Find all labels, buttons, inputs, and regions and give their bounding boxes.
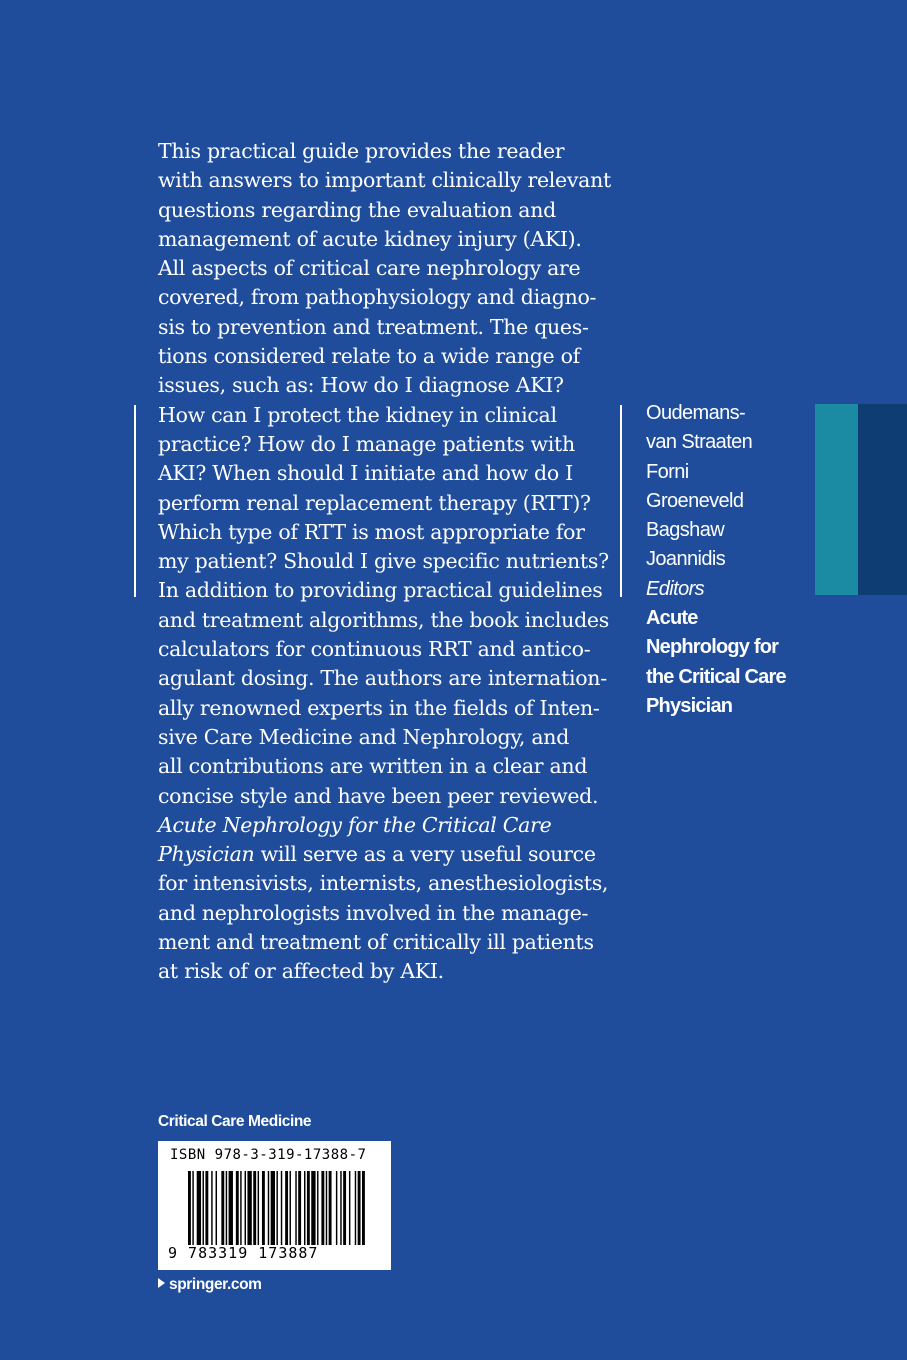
description-line: All aspects of critical care nephrology are <box>158 256 581 281</box>
description-line: with answers to important clinically relevant <box>158 168 611 193</box>
description-line: and treatment algorithms, the book includes <box>158 607 609 632</box>
barcode-bar <box>205 1171 208 1245</box>
barcode-bar <box>340 1171 341 1245</box>
description-line: my patient? Should I give specific nutrients? <box>158 549 609 574</box>
editor-name: Joannidis <box>646 548 726 571</box>
left-vertical-rule <box>134 405 136 597</box>
description-line: In addition to providing practical guidelines <box>158 578 603 603</box>
book-title-line: the Critical Care <box>646 665 786 688</box>
book-title-italic: Acute Nephrology for the Critical Care <box>158 812 552 837</box>
barcode-bar <box>321 1171 324 1245</box>
isbn-barcode <box>158 1141 391 1270</box>
barcode-bar <box>276 1171 277 1245</box>
book-title-line: Physician <box>646 694 733 717</box>
description-line: management of acute kidney injury (AKI). <box>158 226 582 251</box>
barcode-bar <box>317 1171 318 1245</box>
isbn-label: ISBN 978-3-319-17388-7 <box>170 1147 367 1163</box>
editor-name: van Straaten <box>646 431 753 454</box>
description-line: perform renal replacement therapy (RTT)? <box>158 490 591 515</box>
description-line: practice? How do I manage patients with <box>158 431 575 456</box>
barcode-bar <box>326 1171 327 1245</box>
barcode-bar <box>295 1171 296 1245</box>
barcode-bar <box>298 1171 301 1245</box>
barcode-bar <box>362 1171 365 1245</box>
barcode-bar <box>343 1171 346 1245</box>
back-cover-description <box>158 137 611 987</box>
barcode-bar <box>290 1171 291 1245</box>
description-line: sis to prevention and treatment. The ques- <box>158 314 589 339</box>
description-line: and nephrologists involved in the manage- <box>158 900 589 925</box>
barcode-bar <box>262 1171 265 1245</box>
website-url: springer.com <box>169 1276 262 1293</box>
barcode-bar <box>358 1171 361 1245</box>
barcode-bar <box>307 1171 310 1245</box>
barcode-bar <box>281 1171 282 1245</box>
barcode-bar <box>221 1171 224 1245</box>
description-line: calculators for continuous RRT and antico- <box>158 637 591 662</box>
barcode-bar <box>245 1171 246 1245</box>
description-fragment: will serve as a very useful source <box>254 842 596 867</box>
editor-name: Bagshaw <box>646 519 725 542</box>
barcode-bar <box>329 1171 332 1245</box>
description-line: for intensivists, internists, anesthesiologists, <box>158 871 609 896</box>
editor-name: Groeneveld <box>646 489 744 512</box>
editor-name: Forni <box>646 460 689 483</box>
barcode-bar <box>216 1171 217 1245</box>
barcode-bar <box>188 1171 191 1245</box>
description-line: AKI? When should I initiate and how do I <box>158 461 573 486</box>
barcode-bar <box>355 1171 356 1245</box>
description-line: Which type of RTT is most appropriate for <box>158 519 585 544</box>
barcode-bar <box>253 1171 256 1245</box>
right-vertical-rule <box>620 405 622 597</box>
barcode-bar <box>349 1171 350 1245</box>
book-title-line: Acute <box>646 607 698 630</box>
description-line: issues, such as: How do I diagnose AKI? <box>158 373 564 398</box>
description-line: covered, from pathophysiology and diagno- <box>158 285 597 310</box>
editors-block <box>646 399 816 721</box>
book-title-italic-end: Physician <box>158 842 255 867</box>
barcode-bar <box>203 1171 204 1245</box>
description-line: sive Care Medicine and Nephrology, and <box>158 724 570 749</box>
series-name: Critical Care Medicine <box>158 1113 312 1130</box>
barcode-digits: 9 783319 173887 <box>168 1244 319 1262</box>
barcode-bar <box>304 1171 305 1245</box>
barcode-bar <box>197 1171 201 1245</box>
description-line: concise style and have been peer reviewed. <box>158 783 599 808</box>
barcode-bar <box>192 1171 193 1245</box>
barcode-bar <box>229 1171 233 1245</box>
arrow-right-icon <box>158 1278 165 1288</box>
barcode-bar <box>271 1171 275 1245</box>
description-line: ment and treatment of critically ill patients <box>158 930 594 955</box>
description-line: How can I protect the kidney in clinical <box>158 402 557 427</box>
description-line: agulant dosing. The authors are internation- <box>158 666 607 691</box>
description-line: all contributions are written in a clear and <box>158 754 588 779</box>
barcode-bar <box>311 1171 315 1245</box>
spine-color-band-navy <box>858 404 907 595</box>
editors-role-label: Editors <box>646 577 705 600</box>
description-line: This practical guide provides the reader <box>158 139 565 163</box>
book-title-line: Nephrology for <box>646 636 779 659</box>
description-line-italic-mixed <box>158 840 603 869</box>
barcode-bar <box>268 1171 269 1245</box>
description-line: questions regarding the evaluation and <box>158 197 556 222</box>
barcode-bar <box>258 1171 259 1245</box>
description-line: ally renowned experts in the fields of Inten- <box>158 695 600 720</box>
description-line-italic <box>158 811 603 840</box>
barcode-bar <box>236 1171 239 1245</box>
barcode-bar <box>285 1171 288 1245</box>
spine-color-band-teal <box>815 404 858 595</box>
barcode-bar <box>211 1171 212 1245</box>
description-line: at risk of or affected by AKI. <box>158 959 444 984</box>
barcode-bar <box>240 1171 241 1245</box>
publisher-website <box>158 1276 262 1294</box>
description-line: tions considered relate to a wide range of <box>158 344 580 369</box>
editor-name: Oudemans- <box>646 402 746 424</box>
barcode-bar <box>226 1171 227 1245</box>
barcode-bar <box>336 1171 337 1245</box>
barcode-bar <box>247 1171 251 1245</box>
